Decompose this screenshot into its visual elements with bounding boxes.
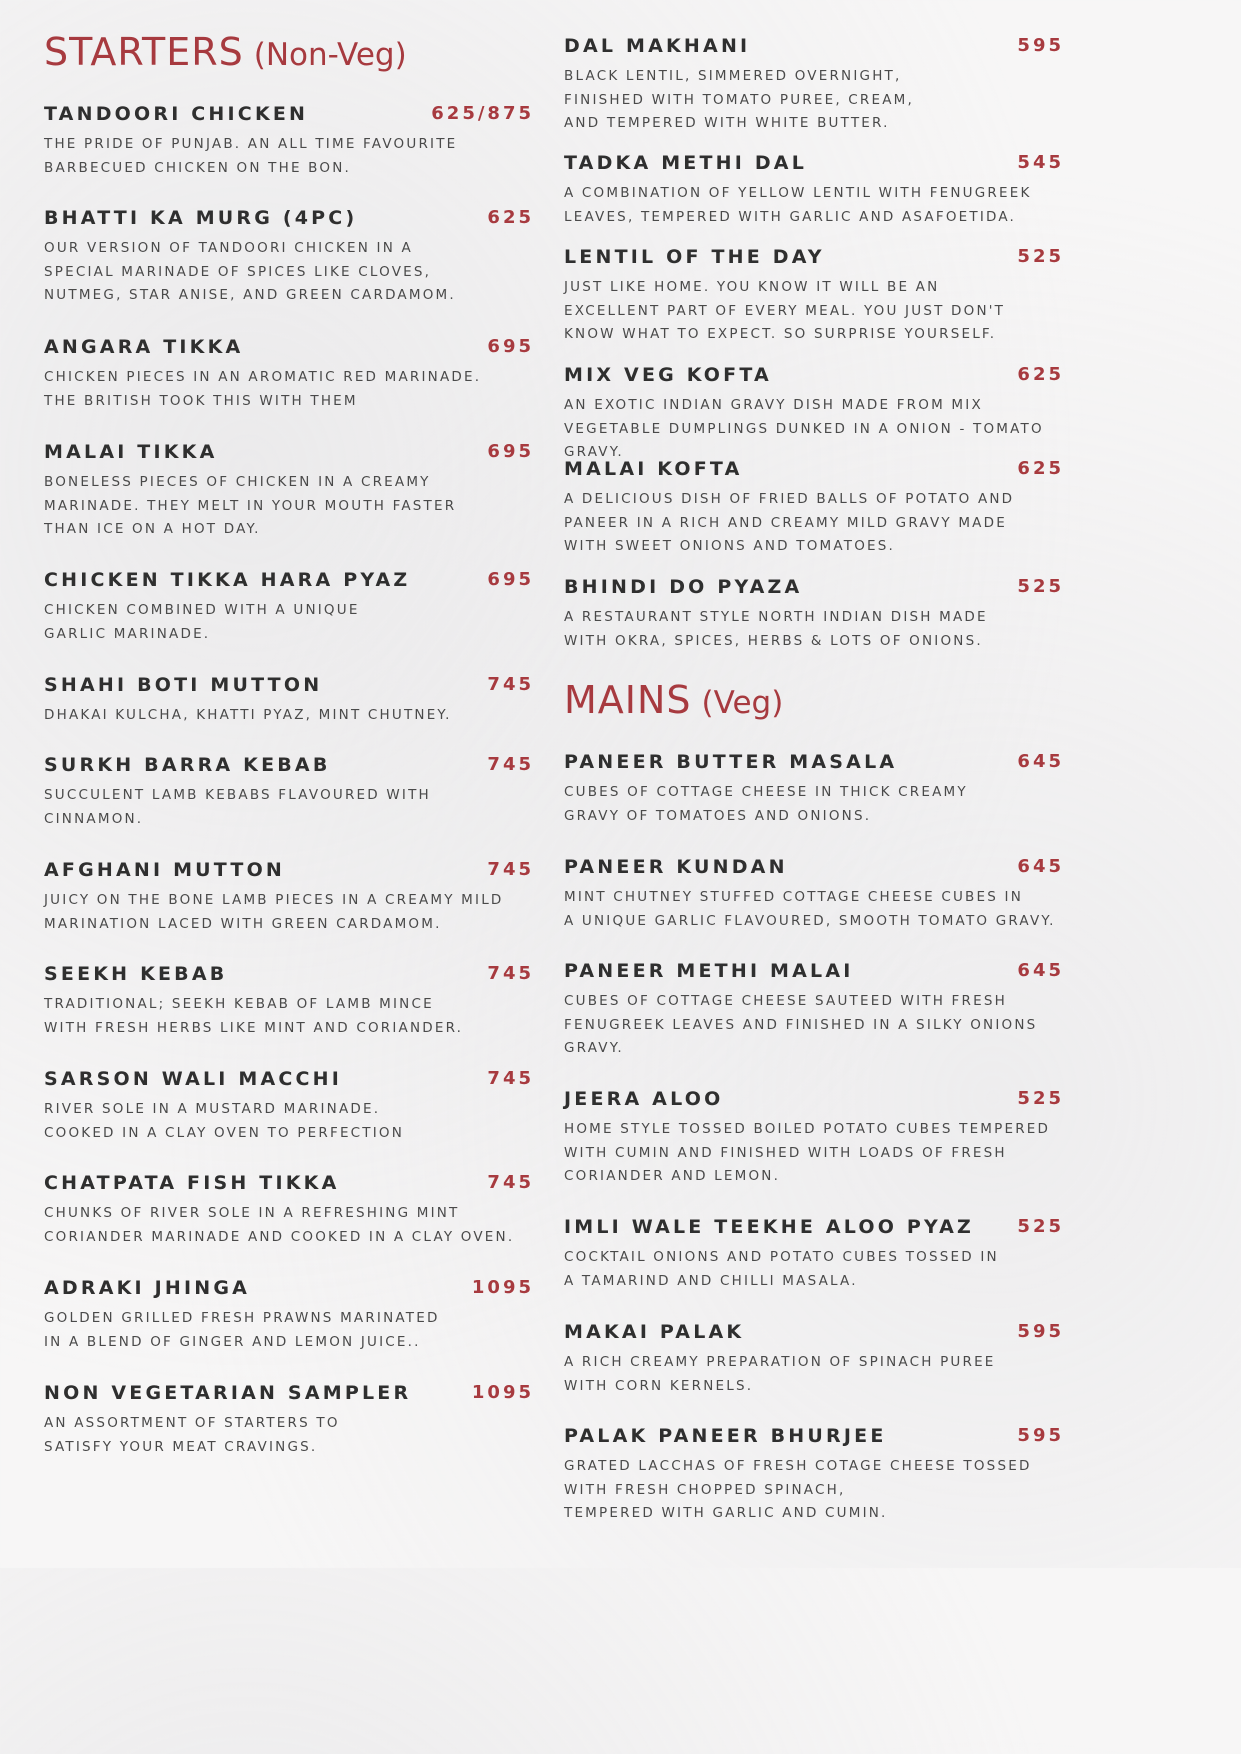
menu-item-price: 745 — [487, 1068, 534, 1089]
menu-item-price: 625 — [487, 207, 534, 228]
menu-item-name: SARSON WALI MACCHI — [44, 1068, 343, 1090]
menu-item-description: COCKTAIL ONIONS AND POTATO CUBES TOSSED IN A TAMARIND AND CHILLI MASALA. — [564, 1249, 999, 1289]
menu-item-description: CHICKEN PIECES IN AN AROMATIC RED MARINADE. THE BRITISH TOOK THIS WITH THEM — [44, 369, 482, 409]
menu-item-name: BHINDI DO PYAZA — [564, 576, 803, 598]
menu-item — [564, 1088, 1064, 1189]
menu-item-price: 625 — [1017, 458, 1064, 479]
menu-item — [564, 35, 1064, 136]
menu-item-name: PALAK PANEER BHURJEE — [564, 1425, 887, 1447]
menu-item — [44, 569, 534, 646]
starters-heading — [44, 30, 407, 74]
menu-item — [564, 1425, 1064, 1526]
menu-item-price: 545 — [1017, 152, 1064, 173]
menu-item — [44, 207, 534, 308]
menu-item — [44, 674, 534, 728]
menu-item — [44, 1068, 534, 1145]
menu-item — [44, 963, 534, 1040]
menu-item-price: 525 — [1017, 1216, 1064, 1237]
menu-item-price: 645 — [1017, 856, 1064, 877]
starters-title: STARTERS — [44, 30, 244, 74]
menu-item-name: TADKA METHI DAL — [564, 152, 808, 174]
menu-item — [44, 1172, 534, 1249]
menu-item-description: TRADITIONAL; SEEKH KEBAB OF LAMB MINCE WITH FRESH HERBS LIKE MINT AND CORIANDER. — [44, 996, 464, 1036]
menu-item — [44, 859, 534, 936]
menu-item-name: IMLI WALE TEEKHE ALOO PYAZ — [564, 1216, 975, 1238]
menu-item-price: 1095 — [471, 1277, 534, 1298]
menu-item-price: 645 — [1017, 960, 1064, 981]
menu-item-description: A RESTAURANT STYLE NORTH INDIAN DISH MADE WITH OKRA, SPICES, HERBS & LOTS OF ONIONS. — [564, 609, 988, 649]
menu-item-price: 745 — [487, 859, 534, 880]
menu-item-name: CHATPATA FISH TIKKA — [44, 1172, 340, 1194]
menu-item-price: 595 — [1017, 1425, 1064, 1446]
menu-item-description: JUICY ON THE BONE LAMB PIECES IN A CREAMY MILD MARINATION LACED WITH GREEN CARDAMOM. — [44, 892, 504, 932]
menu-item-description: CHICKEN COMBINED WITH A UNIQUE GARLIC MARINADE. — [44, 602, 360, 642]
menu-item-price: 745 — [487, 754, 534, 775]
mains-title: MAINS — [564, 678, 692, 722]
menu-item — [564, 364, 1064, 465]
menu-item — [564, 1216, 1064, 1293]
menu-item-name: SURKH BARRA KEBAB — [44, 754, 331, 776]
menu-item-description: THE PRIDE OF PUNJAB. AN ALL TIME FAVOURITE BARBECUED CHICKEN ON THE BON. — [44, 136, 458, 176]
menu-item-name: PANEER BUTTER MASALA — [564, 751, 898, 773]
menu-item — [564, 960, 1064, 1061]
menu-item-name: PANEER METHI MALAI — [564, 960, 854, 982]
menu-item-name: NON VEGETARIAN SAMPLER — [44, 1382, 412, 1404]
menu-item-description: AN ASSORTMENT OF STARTERS TO SATISFY YOUR MEAT CRAVINGS. — [44, 1415, 340, 1455]
menu-item-name: PANEER KUNDAN — [564, 856, 788, 878]
menu-item-price: 745 — [487, 1172, 534, 1193]
menu-item-description: A DELICIOUS DISH OF FRIED BALLS OF POTATO AND PANEER IN A RICH AND CREAMY MILD GRAVY MADE WITH SWEET ONIONS AND TOMATOES. — [564, 491, 1015, 554]
menu-item-description: A COMBINATION OF YELLOW LENTIL WITH FENUGREEK LEAVES, TEMPERED WITH GARLIC AND ASAFOETIDA. — [564, 185, 1032, 225]
menu-item-price: 695 — [487, 569, 534, 590]
menu-item-description: SUCCULENT LAMB KEBABS FLAVOURED WITH CINNAMON. — [44, 787, 431, 827]
menu-item-description: CHUNKS OF RIVER SOLE IN A REFRESHING MINT CORIANDER MARINADE AND COOKED IN A CLAY OVEN. — [44, 1205, 515, 1245]
menu-item-price: 595 — [1017, 1321, 1064, 1342]
menu-item-name: MALAI TIKKA — [44, 441, 218, 463]
mains-subtitle: (Veg) — [701, 685, 784, 721]
menu-item — [564, 751, 1064, 828]
menu-item — [44, 1382, 534, 1459]
menu-item-name: SHAHI BOTI MUTTON — [44, 674, 323, 696]
menu-item — [564, 576, 1064, 653]
menu-item-price: 525 — [1017, 1088, 1064, 1109]
menu-item-description: JUST LIKE HOME. YOU KNOW IT WILL BE AN EXCELLENT PART OF EVERY MEAL. YOU JUST DON'T KNOW WHAT TO EXPECT. SO SURPRISE YOURSELF. — [564, 279, 1006, 342]
menu-item-description: HOME STYLE TOSSED BOILED POTATO CUBES TEMPERED WITH CUMIN AND FINISHED WITH LOADS OF FRESH CORIANDER AND LEMON. — [564, 1121, 1051, 1184]
menu-item-name: TANDOORI CHICKEN — [44, 103, 309, 125]
menu-item-description: BONELESS PIECES OF CHICKEN IN A CREAMY MARINADE. THEY MELT IN YOUR MOUTH FASTER THAN ICE ON A HOT DAY. — [44, 474, 457, 537]
menu-item — [564, 856, 1064, 933]
menu-item — [564, 1321, 1064, 1398]
menu-item-name: AFGHANI MUTTON — [44, 859, 286, 881]
menu-item-description: DHAKAI KULCHA, KHATTI PYAZ, MINT CHUTNEY. — [44, 707, 452, 723]
menu-item-price: 695 — [487, 441, 534, 462]
menu-item-description: RIVER SOLE IN A MUSTARD MARINADE. COOKED IN A CLAY OVEN TO PERFECTION — [44, 1101, 405, 1141]
menu-item-description: CUBES OF COTTAGE CHEESE IN THICK CREAMY GRAVY OF TOMATOES AND ONIONS. — [564, 784, 968, 824]
menu-item — [564, 152, 1064, 229]
menu-item-name: DAL MAKHANI — [564, 35, 751, 57]
menu-item-name: ANGARA TIKKA — [44, 336, 244, 358]
menu-item-price: 525 — [1017, 246, 1064, 267]
menu-item-price: 625 — [1017, 364, 1064, 385]
menu-item-description: MINT CHUTNEY STUFFED COTTAGE CHEESE CUBES IN A UNIQUE GARLIC FLAVOURED, SMOOTH TOMATO GRAVY. — [564, 889, 1056, 929]
menu-item-description: CUBES OF COTTAGE CHEESE SAUTEED WITH FRESH FENUGREEK LEAVES AND FINISHED IN A SILKY ONIONS GRAVY. — [564, 993, 1038, 1056]
menu-item — [44, 441, 534, 542]
menu-item-name: CHICKEN TIKKA HARA PYAZ — [44, 569, 411, 591]
menu-item-price: 525 — [1017, 576, 1064, 597]
menu-item-price: 1095 — [471, 1382, 534, 1403]
starters-subtitle: (Non-Veg) — [253, 37, 407, 73]
menu-item-name: JEERA ALOO — [564, 1088, 724, 1110]
menu-item-name: SEEKH KEBAB — [44, 963, 228, 985]
menu-item — [564, 458, 1064, 559]
menu-item-price: 745 — [487, 963, 534, 984]
menu-item-price: 695 — [487, 336, 534, 357]
menu-item-price: 625/875 — [431, 103, 534, 124]
menu-item — [44, 336, 534, 413]
menu-item-name: MIX VEG KOFTA — [564, 364, 772, 386]
menu-item-description: GOLDEN GRILLED FRESH PRAWNS MARINATED IN A BLEND OF GINGER AND LEMON JUICE.. — [44, 1310, 440, 1350]
menu-item — [564, 246, 1064, 347]
menu-item-description: GRATED LACCHAS OF FRESH COTAGE CHEESE TOSSED WITH FRESH CHOPPED SPINACH, TEMPERED WITH GARLIC AND CUMIN. — [564, 1458, 1032, 1521]
menu-item-description: AN EXOTIC INDIAN GRAVY DISH MADE FROM MIX VEGETABLE DUMPLINGS DUNKED IN A ONION - TOMATO GRAVY. — [564, 397, 1044, 460]
menu-item-name: ADRAKI JHINGA — [44, 1277, 251, 1299]
menu-item-description: BLACK LENTIL, SIMMERED OVERNIGHT, FINISHED WITH TOMATO PUREE, CREAM, AND TEMPERED WITH WHITE BUTTER. — [564, 68, 915, 131]
menu-item — [44, 1277, 534, 1354]
menu-item-description: A RICH CREAMY PREPARATION OF SPINACH PUREE WITH CORN KERNELS. — [564, 1354, 996, 1394]
menu-item — [44, 754, 534, 831]
mains-heading — [564, 678, 783, 722]
menu-item-price: 745 — [487, 674, 534, 695]
menu-item-price: 645 — [1017, 751, 1064, 772]
menu-item-name: MALAI KOFTA — [564, 458, 743, 480]
menu-item-description: OUR VERSION OF TANDOORI CHICKEN IN A SPECIAL MARINADE OF SPICES LIKE CLOVES, NUTMEG, STAR ANISE, AND GREEN CARDAMOM. — [44, 240, 456, 303]
menu-item-name: MAKAI PALAK — [564, 1321, 745, 1343]
menu-item-name: BHATTI KA MURG (4PC) — [44, 207, 358, 229]
menu-item-name: LENTIL OF THE DAY — [564, 246, 825, 268]
menu-item — [44, 103, 534, 180]
menu-item-price: 595 — [1017, 35, 1064, 56]
